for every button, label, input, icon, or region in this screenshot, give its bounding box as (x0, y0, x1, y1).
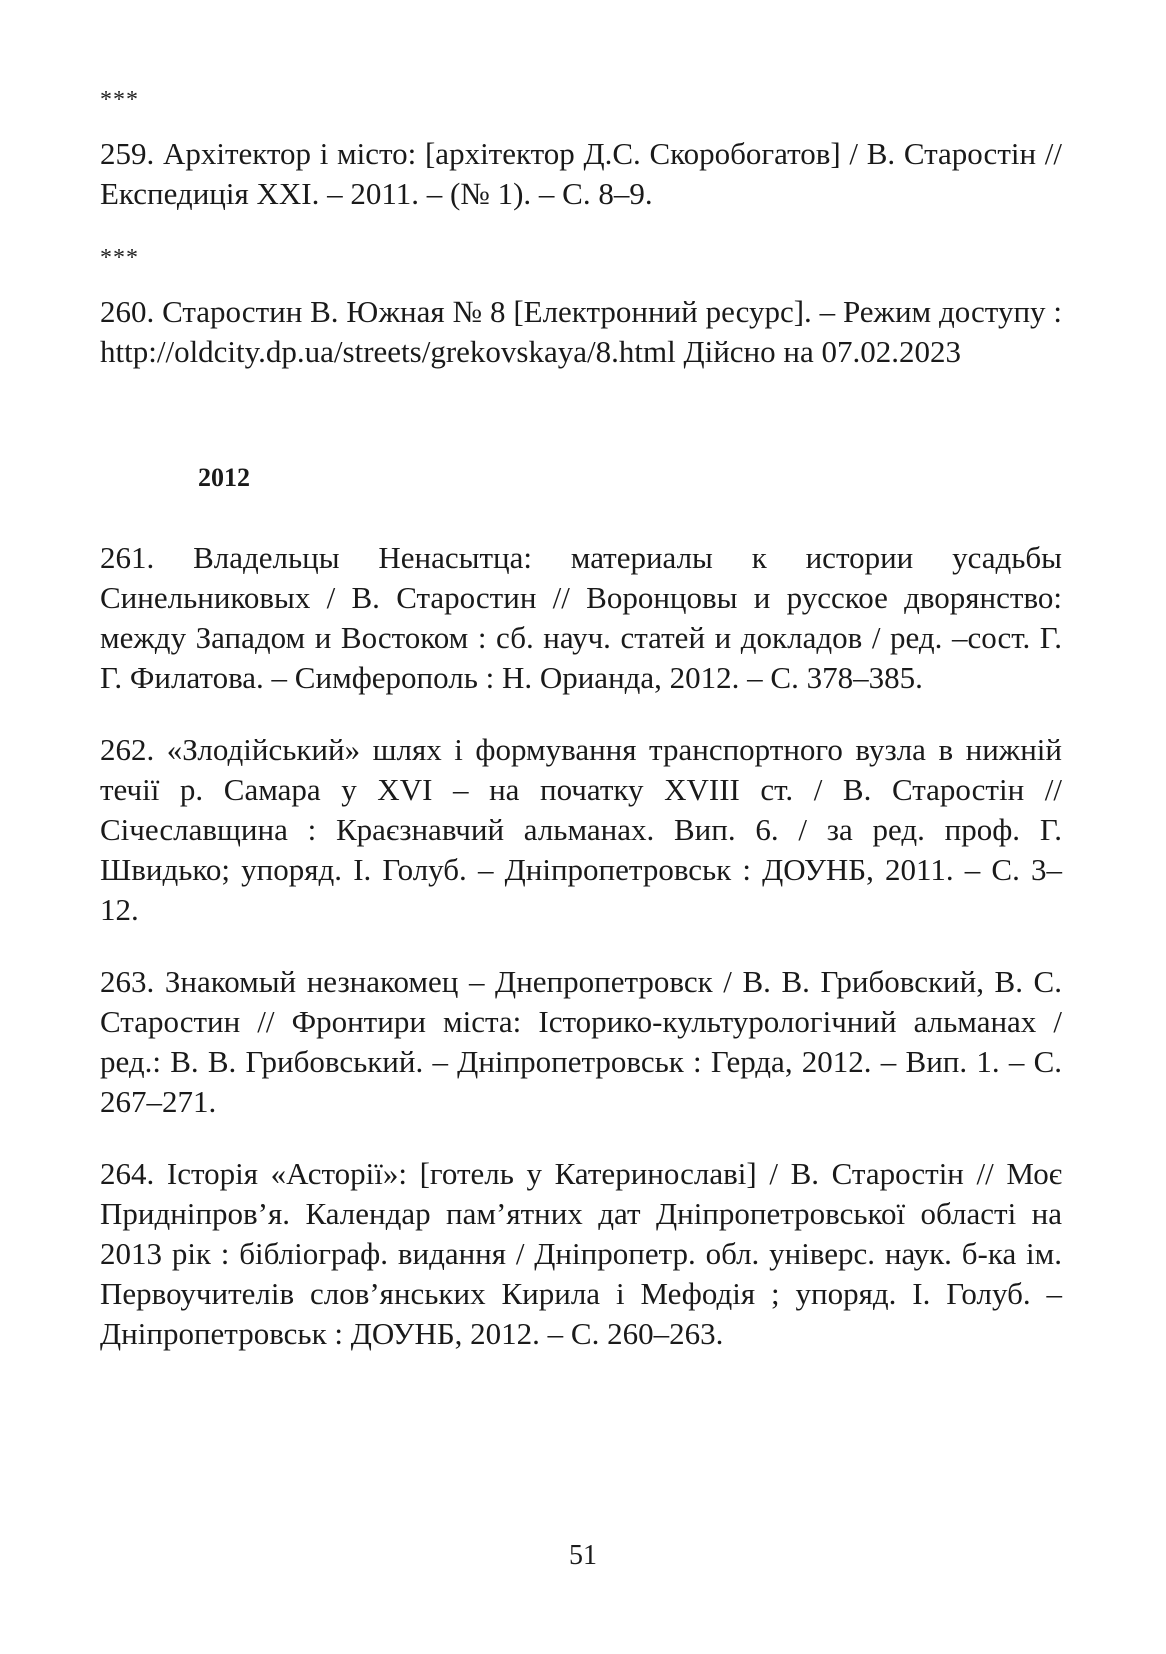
bibliography-entry-263: 263. Знакомый незнакомец – Днепропетровск / В. В. Грибовский, В. С. Старостин // Фронтири міста: Історико-культурологічний альманах / ред.: В. В. Грибовський. – Дніпропетровськ : Герда, 2012. – Вип. 1. – С. 267–271. (100, 964, 1062, 1119)
page-content (100, 88, 1062, 1354)
bibliography-entry-262: 262. «Злодійський» шлях і формування транспортного вузла в нижній течії р. Самара у XVI – на початку XVIII ст. / В. Старостін // Січеславщина : Краєзнавчий альманах. Вип. 6. / за ред. проф. Г. Швидько; упоряд. І. Голуб. – Дніпропетровськ : ДОУНБ, 2011. – С. 3–12. (100, 732, 1062, 927)
bibliography-entry-264: 264. Історія «Асторії»: [готель у Катеринославі] / В. Старостін // Моє Придніпров’я. Календар пам’ятних дат Дніпропетровської області на 2013 рік : бібліограф. видання / Дніпропетр. обл. універс. наук. б-ка ім. Первоучителів слов’янських Кирила і Мефодія ; упоряд. І. Голуб. – Дніпропетровськ : ДОУНБ, 2012. – С. 260–263. (100, 1156, 1062, 1351)
section-separator: *** (100, 87, 139, 113)
year-heading: 2012 (198, 463, 250, 492)
bibliography-entry-261: 261. Владельцы Ненасытца: материалы к истории усадьбы Синельниковых / В. Старостин // Воронцовы и русское дворянство: между Западом и Востоком : сб. науч. статей и докладов / ред. –сост. Г. Г. Филатова. – Симферополь : Н. Орианда, 2012. – С. 378–385. (100, 540, 1062, 695)
section-separator: *** (100, 245, 139, 271)
bibliography-entry-259: 259. Архітектор і місто: [архітектор Д.С. Скоробогатов] / В. Старостін // Експедиція XXI. – 2011. – (№ 1). – С. 8–9. (100, 136, 1062, 211)
bibliography-entry-260: 260. Старостин В. Южная № 8 [Електронний ресурс]. – Режим доступу : http://oldcity.dp.ua/streets/grekovskaya/8.html Дійсно на 07.02.2023 (100, 294, 1062, 369)
page-number: 51 (569, 1540, 597, 1571)
